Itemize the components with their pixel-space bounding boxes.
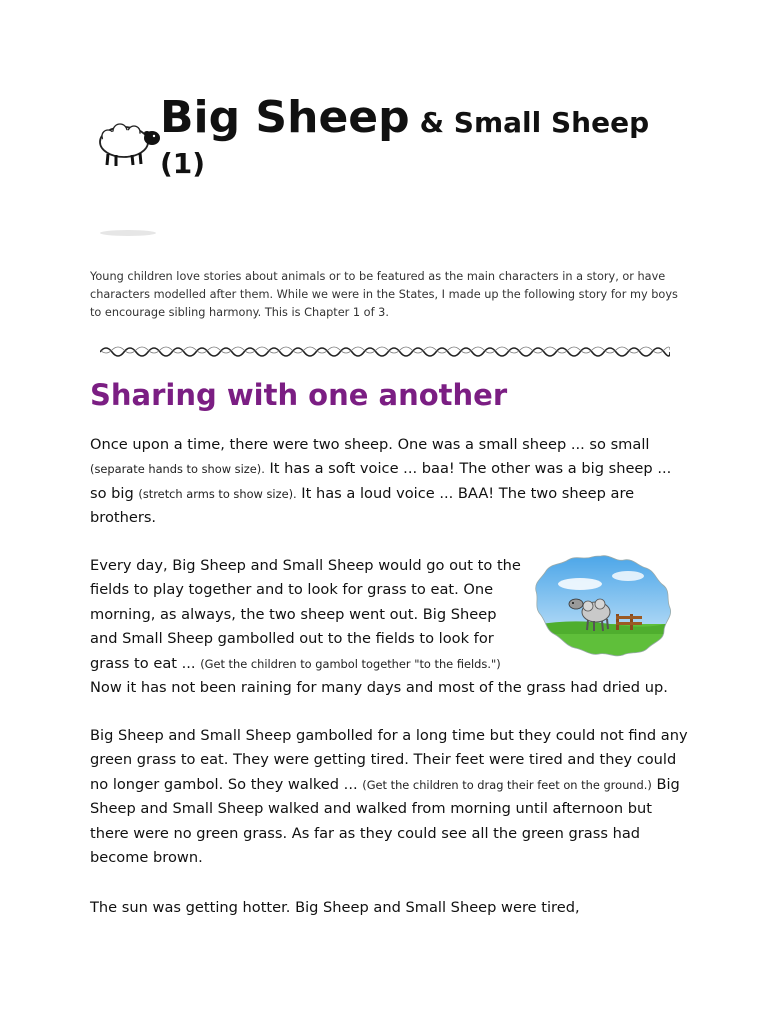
section-heading: Sharing with one another <box>90 378 508 412</box>
p3-text-c: Big Sheep and Small Sheep walked and walked from morning until afternoon but there were no green grass. As far as they could see all the green grass had become brown. <box>90 775 680 867</box>
story-paragraph-2 <box>90 554 680 700</box>
story-paragraph-3 <box>90 724 690 870</box>
p2-text-c: Now it has not been raining for many days and most of the grass had dried up. <box>90 679 668 697</box>
title-big: Big Sheep <box>160 92 410 143</box>
sheep-in-field-image <box>530 554 672 658</box>
p1-text-c: It has a soft voice ... baa! The other was a big sheep ... so big <box>90 460 672 502</box>
logo-shadow-decoration <box>98 228 158 238</box>
wavy-divider <box>100 340 670 360</box>
sheep-icon <box>94 120 160 170</box>
p3-text-a: Big Sheep and Small Sheep gambolled for a long time but they could not find any green grass to eat. They were getting tired. Their feet were tired and they could no longer gambol. So they walked ... <box>90 727 688 793</box>
title-small: & Small Sheep <box>419 106 650 139</box>
title-number: (1) <box>160 147 206 180</box>
intro-text: Young children love stories about animals or to be featured as the main characters in a story, or have characters modelled after them. While we were in the States, I made up the following story for my boys to encourage sibling harmony. This is Chapter 1 of 3. <box>90 270 678 319</box>
p1-text-e: It has a loud voice ... BAA! The two sheep are brothers. <box>90 484 635 527</box>
story-paragraph-4 <box>90 896 690 920</box>
p2-text-a: Every day, Big Sheep and Small Sheep would go out to the fields to play together and to look for grass to eat. One morning, as always, the two sheep went out. Big Sheep and Small Sheep gambolled out to the fields to look for grass to eat ... <box>90 557 521 672</box>
page-title <box>160 92 720 180</box>
p3-instruction: (Get the children to drag their feet on the ground.) <box>362 777 652 792</box>
p2-instruction: (Get the children to gambol together "to the fields.") <box>200 656 501 671</box>
field-illustration <box>530 554 680 664</box>
p4-text-a: The sun was getting hotter. Big Sheep and Small Sheep were tired, <box>90 899 580 916</box>
p1-text-a: Once upon a time, there were two sheep. One was a small sheep ... so small <box>90 436 650 453</box>
p1-instruction-1: (separate hands to show size). <box>90 462 265 477</box>
p1-instruction-2: (stretch arms to show size). <box>138 486 297 501</box>
story-paragraph-1 <box>90 433 690 531</box>
